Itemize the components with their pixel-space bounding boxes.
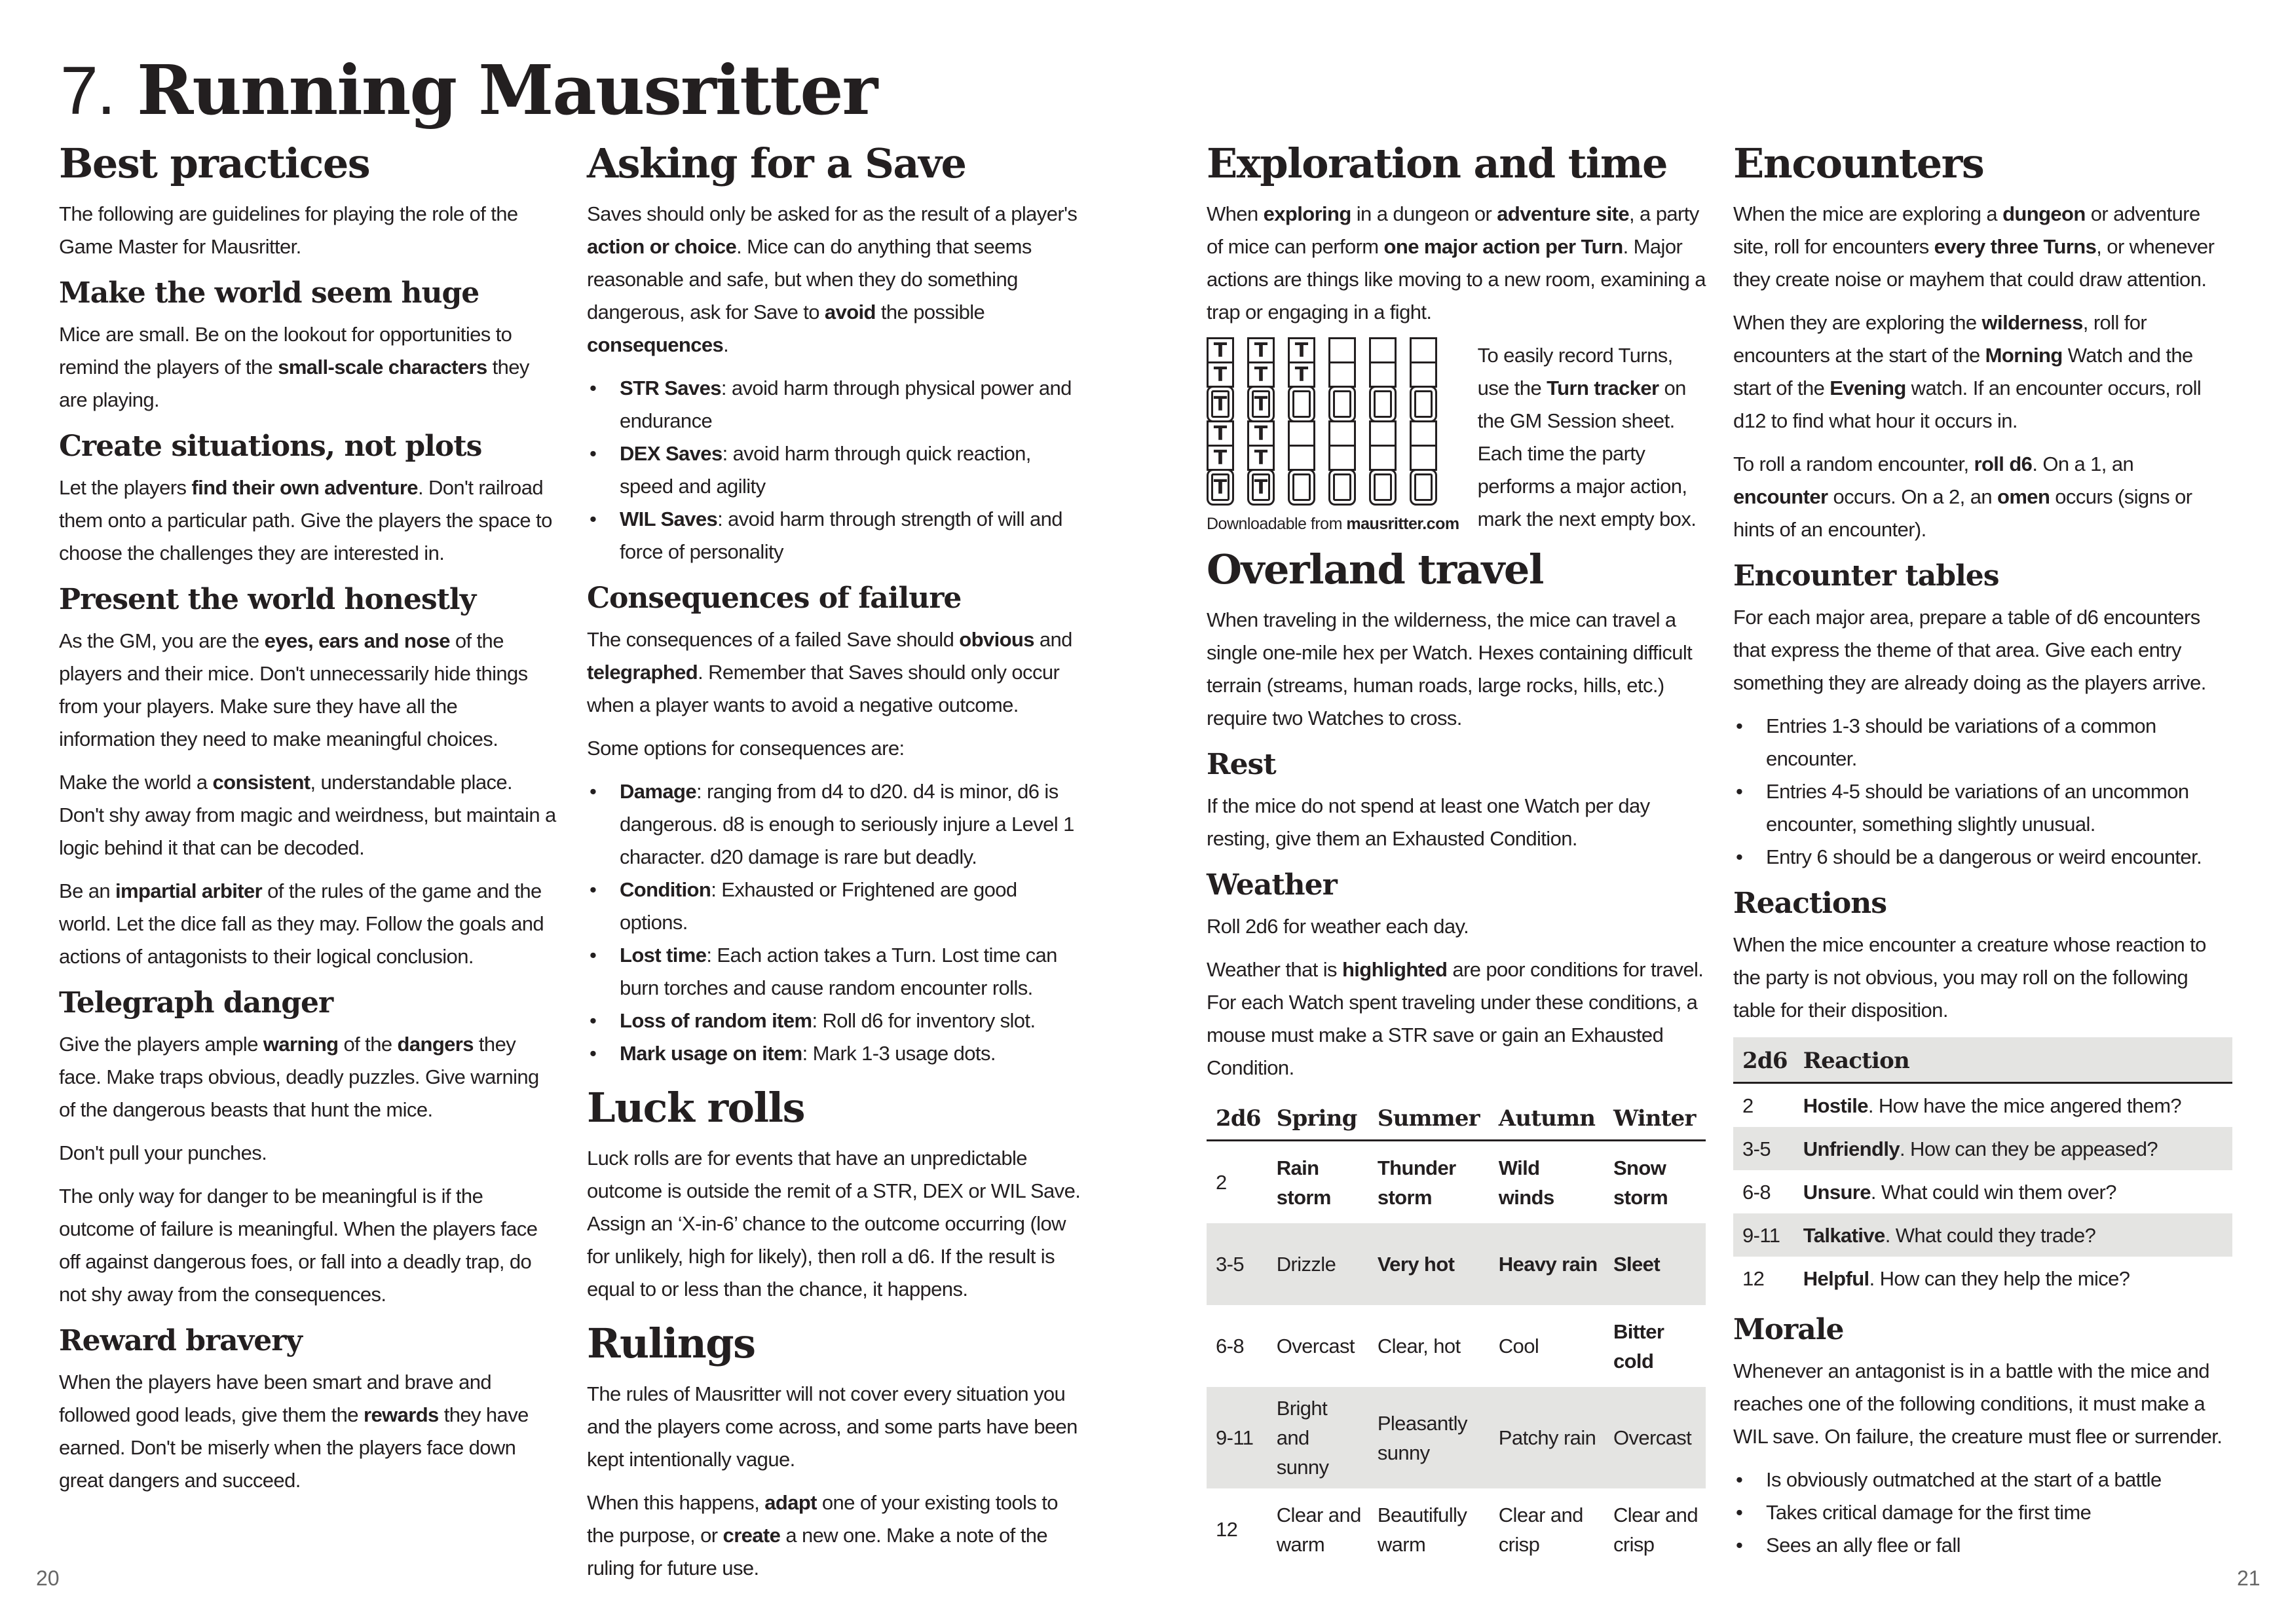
text-segment: one of your existing tools to the purpose, or xyxy=(587,1491,1058,1547)
bullet-icon: • xyxy=(1736,1501,1743,1524)
emphasis-text: wilderness xyxy=(1981,311,2083,334)
paragraph: Roll 2d6 for weather each day. xyxy=(1207,915,1469,938)
heading-asking-for-save: Asking for a Save xyxy=(587,139,966,187)
tracker-turn-box[interactable]: T xyxy=(1207,420,1234,447)
heading-exploration-and-time: Exploration and time xyxy=(1207,139,1667,187)
heading-overland-travel: Overland travel xyxy=(1207,545,1543,593)
heading-luck-rolls: Luck rolls xyxy=(587,1084,804,1132)
paragraph xyxy=(59,318,558,416)
turn-tracker-figure xyxy=(1207,339,1459,536)
weather-cell-highlighted: Snow storm xyxy=(1613,1156,1668,1209)
emphasis-text: dungeon xyxy=(2002,202,2086,225)
paragraph xyxy=(1478,339,1706,536)
reaction-term: Unfriendly xyxy=(1803,1137,1900,1160)
text-segment: of the rules of the game and the world. Let the dice fall as they may. Follow the goals and actions of antagonists to their logical conclusion. xyxy=(59,879,544,968)
paragraph: The rules of Mausritter will not cover every situation you and the players come across, and some parts have been kept intentionally vague. xyxy=(587,1382,1078,1471)
emphasis-text: telegraphed xyxy=(587,661,698,684)
heading-encounters: Encounters xyxy=(1733,139,1984,187)
column-4 xyxy=(1733,136,2232,1572)
text-segment: When they are exploring the xyxy=(1733,311,1982,334)
tracker-turn-box[interactable]: T xyxy=(1207,361,1234,388)
tracker-column xyxy=(1247,339,1275,506)
weather-cell: Cool xyxy=(1498,1335,1539,1357)
tracker-turn-box[interactable] xyxy=(1410,361,1437,388)
list-text: Takes critical damage for the first time xyxy=(1766,1501,2092,1524)
weather-cell-highlighted: Thunder storm xyxy=(1377,1156,1456,1209)
emphasis-text: Morning xyxy=(1985,344,2063,367)
heading-rulings: Rulings xyxy=(587,1320,755,1367)
roll-cell: 6-8 xyxy=(1742,1180,1771,1204)
tracker-column xyxy=(1207,339,1234,506)
emphasis-text: adventure site xyxy=(1497,202,1630,225)
bullet-icon: • xyxy=(1736,780,1743,803)
text-segment: When this happens, xyxy=(587,1491,765,1514)
paragraph xyxy=(1733,306,2232,437)
heading-morale: Morale xyxy=(1733,1313,1844,1346)
list-text: : avoid harm through physical power and endurance xyxy=(620,377,1072,432)
paragraph xyxy=(587,198,1086,361)
emphasis-text: small-scale characters xyxy=(278,356,487,378)
list-item xyxy=(1733,710,2232,775)
paragraph: Some options for consequences are: xyxy=(587,737,905,760)
bullet-icon: • xyxy=(590,507,597,530)
reaction-cell xyxy=(1794,1257,2232,1300)
bullet-icon: • xyxy=(1736,714,1743,737)
tracker-turn-box[interactable] xyxy=(1328,337,1356,363)
emphasis-text: obvious xyxy=(959,628,1034,651)
list-item xyxy=(1733,841,2232,874)
column-header: Reaction xyxy=(1794,1037,2232,1083)
tracker-turn-box[interactable] xyxy=(1410,420,1437,447)
reaction-table-header xyxy=(1733,1037,2232,1083)
weather-cell: Overcast xyxy=(1276,1335,1355,1357)
list-text: Sees an ally flee or fall xyxy=(1766,1534,1961,1557)
bullet-icon: • xyxy=(590,377,597,399)
weather-cell: Patchy rain xyxy=(1490,1387,1604,1488)
text-segment: To easily record Turns, use the xyxy=(1477,344,1673,399)
list-item xyxy=(587,437,1086,503)
roll-cell: 12 xyxy=(1742,1266,1765,1290)
encounter-table-guidelines xyxy=(1733,710,2232,874)
paragraph: Luck rolls are for events that have an unpredictable outcome is outside the remit of a STR, DEX or WIL Save. Assign an ‘X-in-6’ chance to the outcome occurring (low for unlikely, high for likely), then roll a d6. If the result is equal to or less than the chance, it happens. xyxy=(587,1147,1081,1301)
list-term: DEX Saves xyxy=(620,442,723,465)
tracker-watch-box[interactable] xyxy=(1328,386,1356,422)
table-row xyxy=(1733,1127,2232,1170)
tracker-caption xyxy=(1207,515,1459,534)
list-item xyxy=(1733,1464,2232,1496)
weather-cell: Beautifully warm xyxy=(1377,1503,1467,1556)
tracker-turn-box[interactable] xyxy=(1410,445,1437,471)
emphasis-text: exploring xyxy=(1263,202,1351,225)
emphasis-text: highlighted xyxy=(1342,958,1448,981)
emphasis-text: Evening xyxy=(1830,377,1906,399)
list-term: Loss of random item xyxy=(620,1009,812,1032)
emphasis-text: impartial arbiter xyxy=(115,879,263,902)
tracker-column xyxy=(1369,339,1397,506)
paragraph xyxy=(1733,198,2232,296)
reaction-table xyxy=(1733,1037,2232,1300)
roll-cell: 9-11 xyxy=(1733,1213,1794,1257)
paragraph: The following are guidelines for playing the role of the Game Master for Mausritter. xyxy=(59,202,518,258)
text-segment: , understandable place. Don't shy away from magic and weirdness, but maintain a logic behind it that can be decoded. xyxy=(59,771,556,859)
column-header: Spring xyxy=(1267,1095,1368,1141)
emphasis-text: eyes, ears and nose xyxy=(264,629,450,652)
text-segment: . Don't railroad them onto a particular path. Give the players the space to choose the challenges they are interested in. xyxy=(59,476,552,564)
list-item xyxy=(1733,1529,2232,1562)
reaction-term: Helpful xyxy=(1803,1266,1869,1290)
turn-tracker-block xyxy=(1207,339,1706,536)
paragraph xyxy=(59,1028,558,1126)
tracker-watch-box[interactable] xyxy=(1369,386,1397,422)
table-row xyxy=(1733,1257,2232,1300)
list-text: : Roll d6 for inventory slot. xyxy=(812,1009,1036,1032)
emphasis-text: warning xyxy=(263,1033,339,1056)
morale-conditions-list xyxy=(1733,1464,2232,1562)
text-segment: When xyxy=(1207,202,1264,225)
tracker-watch-box[interactable]: T xyxy=(1207,469,1234,506)
emphasis-text: mausritter.com xyxy=(1346,515,1459,533)
paragraph xyxy=(1733,448,2232,546)
tracker-turn-box[interactable] xyxy=(1410,337,1437,363)
list-text: Is obviously outmatched at the start of a battle xyxy=(1766,1468,2162,1491)
list-item xyxy=(1733,1496,2232,1529)
heading-reward-bravery: Reward bravery xyxy=(59,1324,302,1357)
reaction-cell xyxy=(1794,1083,2232,1128)
tracker-turn-box[interactable]: T xyxy=(1288,361,1315,388)
heading-consequences-of-failure: Consequences of failure xyxy=(587,581,962,615)
text-segment: Downloadable from xyxy=(1207,515,1347,533)
tracker-watch-box[interactable] xyxy=(1410,386,1437,422)
tracker-watch-box[interactable] xyxy=(1288,386,1315,422)
column-header: 2d6 xyxy=(1733,1037,1794,1083)
roll-cell: 3-5 xyxy=(1207,1223,1267,1305)
page-title xyxy=(60,51,876,130)
emphasis-text: omen xyxy=(1997,485,2050,508)
paragraph: For each major area, prepare a table of d6 encounters that express the theme of that area. Give each entry something they are already doing as the players arrive. xyxy=(1733,606,2206,694)
tracker-turn-box[interactable] xyxy=(1369,361,1397,388)
chapter-title: Running Mausritter xyxy=(136,50,877,130)
weather-cell-highlighted: Heavy rain xyxy=(1490,1223,1604,1305)
text-segment: The consequences of a failed Save should xyxy=(587,628,960,651)
bullet-icon: • xyxy=(590,442,597,465)
paragraph xyxy=(587,1486,1086,1585)
heading-encounter-tables: Encounter tables xyxy=(1733,559,1999,593)
bullet-icon: • xyxy=(590,1042,597,1065)
text-segment: and xyxy=(1034,628,1072,651)
column-header: 2d6 xyxy=(1207,1095,1267,1141)
text-segment: Let the players xyxy=(59,476,192,499)
list-item xyxy=(1733,775,2232,841)
text-segment: When the players have been smart and brave and followed good leads, give them the xyxy=(59,1371,491,1426)
text-segment: . Remember that Saves should only occur when a player wants to avoid a negative outcome. xyxy=(587,661,1060,716)
list-item xyxy=(587,874,1086,939)
roll-cell: 3-5 xyxy=(1733,1127,1794,1170)
text-segment: occurs. On a 2, an xyxy=(1828,485,1997,508)
roll-cell: 12 xyxy=(1216,1518,1238,1541)
list-item xyxy=(587,939,1086,1005)
list-text: : avoid harm through strength of will and force of personality xyxy=(620,507,1062,563)
paragraph: If the mice do not spend at least one Watch per day resting, give them an Exhausted Condition. xyxy=(1207,794,1650,850)
heading-make-world-huge: Make the world seem huge xyxy=(59,276,479,310)
list-item xyxy=(587,503,1086,568)
emphasis-text: encounter xyxy=(1733,485,1828,508)
paragraph xyxy=(59,1366,558,1497)
text-segment: As the GM, you are the xyxy=(59,629,265,652)
emphasis-text: action or choice xyxy=(587,235,737,258)
weather-table xyxy=(1207,1095,1706,1570)
reaction-term: Talkative xyxy=(1803,1223,1885,1247)
table-row xyxy=(1733,1213,2232,1257)
tracker-turn-box[interactable] xyxy=(1288,445,1315,471)
page-number-right: 21 xyxy=(2237,1566,2261,1590)
turn-tracker-illustration xyxy=(1207,339,1459,506)
text-segment: Watch and the start of the xyxy=(1733,344,2193,399)
text-segment: Saves should only be asked for as the result of a player's xyxy=(587,202,1078,225)
roll-cell: 9-11 xyxy=(1207,1387,1267,1488)
text-segment: of the xyxy=(338,1033,398,1056)
weather-cell-highlighted: Wild winds xyxy=(1498,1156,1554,1209)
heading-reactions: Reactions xyxy=(1733,887,1887,920)
list-text: : avoid harm through quick reaction, speed and agility xyxy=(620,442,1031,498)
text-segment: . xyxy=(723,333,729,356)
column-header: Autumn xyxy=(1490,1095,1604,1141)
table-row xyxy=(1207,1387,1706,1488)
page-number-left: 20 xyxy=(36,1566,60,1590)
weather-cell-highlighted: Bitter cold xyxy=(1613,1320,1664,1373)
table-row xyxy=(1733,1083,2232,1128)
heading-telegraph-danger: Telegraph danger xyxy=(59,986,333,1020)
text-segment: on the GM Session sheet. Each time the party performs a major action, mark the next empty box. xyxy=(1477,377,1697,530)
bullet-icon: • xyxy=(590,944,597,967)
text-segment: the possible xyxy=(875,301,985,323)
text-segment: they face. Make traps obvious, deadly puzzles. Give warning of the dangerous beasts that hunt the mice. xyxy=(59,1033,539,1121)
text-segment: . Mice can do anything that seems reasonable and safe, but when they do something dangerous, ask for Save to xyxy=(587,235,1032,323)
emphasis-text: consequences xyxy=(587,333,724,356)
tracker-turn-box[interactable]: T xyxy=(1288,337,1315,363)
bullet-icon: • xyxy=(590,780,597,803)
text-segment: . Major actions are things like moving to a new room, examining a trap or engaging in a fight. xyxy=(1207,235,1706,323)
list-text: : Each action takes a Turn. Lost time can burn torches and cause random encounter rolls. xyxy=(620,944,1057,999)
text-segment: Weather that is xyxy=(1207,958,1342,981)
emphasis-text: create xyxy=(723,1524,781,1547)
emphasis-text: find their own adventure xyxy=(191,476,418,499)
reaction-text: . How can they help the mice? xyxy=(1869,1266,2130,1290)
list-text: : ranging from d4 to d20. d4 is minor, d6 is dangerous. d8 is enough to seriously injure a Level 1 character. d20 damage is rare but deadly. xyxy=(620,780,1074,868)
text-segment: To roll a random encounter, xyxy=(1733,452,1974,475)
text-segment: are poor conditions for travel. For each Watch spent traveling under these conditions, a mouse must make a STR save or gain an Exhausted Condition. xyxy=(1207,958,1704,1079)
heading-present-world-honestly: Present the world honestly xyxy=(59,583,476,616)
tracker-turn-box[interactable] xyxy=(1328,445,1356,471)
tracker-column xyxy=(1288,339,1315,506)
paragraph: When the mice encounter a creature whose reaction to the party is not obvious, you may roll on the following table for their disposition. xyxy=(1733,933,2206,1022)
list-item xyxy=(587,1037,1086,1070)
emphasis-text: avoid xyxy=(824,301,876,323)
reaction-term: Hostile xyxy=(1803,1094,1868,1117)
tracker-turn-box[interactable]: T xyxy=(1247,337,1275,363)
tracker-watch-box[interactable]: T xyxy=(1207,386,1234,422)
list-text: : Exhausted or Frightened are good options. xyxy=(620,878,1017,934)
column-2 xyxy=(587,136,1086,1595)
list-item xyxy=(587,775,1086,874)
weather-cell-highlighted: Rain storm xyxy=(1276,1156,1331,1209)
paragraph xyxy=(1207,953,1706,1084)
tracker-turn-box[interactable]: T xyxy=(1207,337,1234,363)
reaction-cell xyxy=(1794,1127,2232,1170)
paragraph xyxy=(1207,198,1706,329)
reaction-text: . What could win them over? xyxy=(1870,1180,2116,1204)
column-header: Winter xyxy=(1604,1095,1706,1141)
paragraph xyxy=(59,766,558,864)
save-types-list xyxy=(587,372,1086,568)
text-segment: they are playing. xyxy=(59,356,529,411)
heading-weather: Weather xyxy=(1207,868,1337,902)
reaction-cell xyxy=(1794,1213,2232,1257)
text-segment: a new one. Make a note of the ruling for future use. xyxy=(587,1524,1047,1579)
reaction-text: . How can they be appeased? xyxy=(1900,1137,2158,1160)
list-item xyxy=(587,372,1086,437)
bullet-icon: • xyxy=(1736,1468,1743,1491)
tracker-turn-box[interactable]: T xyxy=(1247,361,1275,388)
list-text: : Mark 1-3 usage dots. xyxy=(802,1042,996,1065)
emphasis-text: roll d6 xyxy=(1974,452,2033,475)
tracker-turn-box[interactable] xyxy=(1369,337,1397,363)
tracker-turn-box[interactable]: T xyxy=(1207,445,1234,471)
text-segment: Mice are small. Be on the lookout for opportunities to remind the players of the xyxy=(59,323,512,378)
reaction-cell xyxy=(1794,1170,2232,1213)
weather-cell: Clear and warm xyxy=(1276,1503,1361,1556)
text-segment: in a dungeon or xyxy=(1351,202,1497,225)
list-term: Condition xyxy=(620,878,711,901)
text-segment: they have earned. Don't be miserly when the players face down great dangers and succeed. xyxy=(59,1403,529,1492)
bullet-icon: • xyxy=(1736,845,1743,868)
reaction-text: . What could they trade? xyxy=(1885,1223,2096,1247)
list-term: Damage xyxy=(620,780,697,803)
emphasis-text: one major action per Turn xyxy=(1383,235,1623,258)
emphasis-text: consistent xyxy=(212,771,310,794)
text-segment: , or whenever they create noise or mayhem that could draw attention. xyxy=(1733,235,2215,291)
tracker-watch-box[interactable] xyxy=(1288,469,1315,506)
text-segment: Make the world a xyxy=(59,771,213,794)
bullet-icon: • xyxy=(1736,1534,1743,1557)
emphasis-text: adapt xyxy=(764,1491,817,1514)
bullet-icon: • xyxy=(590,878,597,901)
tracker-column xyxy=(1410,339,1437,506)
tracker-turn-box[interactable] xyxy=(1369,420,1397,447)
tracker-watch-box[interactable]: T xyxy=(1247,386,1275,422)
roll-cell: 2 xyxy=(1216,1171,1227,1194)
tracker-turn-box[interactable] xyxy=(1288,420,1315,447)
text-segment: , a party of mice can perform xyxy=(1207,202,1699,258)
paragraph xyxy=(59,875,558,973)
text-segment: of the players and their mice. Don't unnecessarily hide things from your players. Make sure they have all the information they need to make meaningful choices. xyxy=(59,629,528,750)
paragraph: When traveling in the wilderness, the mice can travel a single one-mile hex per Watch. Hexes containing difficult terrain (streams, human roads, large rocks, hills, etc.) require two Watches to cross. xyxy=(1207,608,1693,729)
heading-rest: Rest xyxy=(1207,748,1276,781)
weather-cell: Clear and crisp xyxy=(1613,1503,1698,1556)
weather-cell: Clear, hot xyxy=(1377,1335,1461,1357)
weather-cell: Pleasantly sunny xyxy=(1368,1387,1490,1488)
table-row xyxy=(1733,1170,2232,1213)
text-segment: Give the players ample xyxy=(59,1033,263,1056)
paragraph xyxy=(59,625,558,756)
list-text: Entry 6 should be a dangerous or weird encounter. xyxy=(1766,845,2202,868)
paragraph xyxy=(59,471,558,570)
emphasis-text: dangers xyxy=(397,1033,474,1056)
bullet-icon: • xyxy=(590,1009,597,1032)
weather-cell: Drizzle xyxy=(1267,1223,1368,1305)
text-segment: or adventure site, roll for encounters xyxy=(1733,202,2200,258)
list-term: Lost time xyxy=(620,944,707,967)
paragraph: Whenever an antagonist is in a battle with the mice and reaches one of the following conditions, it must make a WIL save. On failure, the creature must flee or surrender. xyxy=(1733,1359,2223,1448)
table-row xyxy=(1207,1223,1706,1305)
list-term: Mark usage on item xyxy=(620,1042,802,1065)
consequences-list xyxy=(587,775,1086,1070)
roll-cell: 2 xyxy=(1742,1094,1754,1117)
tracker-watch-box[interactable] xyxy=(1410,469,1437,506)
paragraph xyxy=(587,623,1086,722)
roll-cell: 6-8 xyxy=(1216,1335,1245,1357)
list-term: WIL Saves xyxy=(620,507,718,530)
table-row xyxy=(1207,1141,1706,1224)
emphasis-text: rewards xyxy=(363,1403,439,1426)
tracker-turn-box[interactable] xyxy=(1328,420,1356,447)
table-row xyxy=(1207,1305,1706,1387)
heading-best-practices: Best practices xyxy=(59,139,370,187)
text-segment: . On a 1, an xyxy=(2032,452,2134,475)
list-text: Entries 4-5 should be variations of an uncommon encounter, something slightly unusual. xyxy=(1766,780,2189,836)
tracker-turn-box[interactable]: T xyxy=(1247,420,1275,447)
tracker-watch-box[interactable] xyxy=(1328,469,1356,506)
weather-cell: Overcast xyxy=(1604,1387,1706,1488)
tracker-column xyxy=(1328,339,1356,506)
reaction-text: . How have the mice angered them? xyxy=(1868,1094,2182,1117)
tracker-watch-box[interactable] xyxy=(1369,469,1397,506)
reaction-term: Unsure xyxy=(1803,1180,1871,1204)
chapter-number: 7. xyxy=(60,53,115,129)
text-segment: Be an xyxy=(59,879,116,902)
text-segment: watch. If an encounter occurs, roll d12 to find what hour it occurs in. xyxy=(1733,377,2202,432)
tracker-watch-box[interactable]: T xyxy=(1247,469,1275,506)
list-text: Entries 1-3 should be variations of a common encounter. xyxy=(1766,714,2156,770)
text-segment: , roll for encounters at the start of the xyxy=(1733,311,2147,367)
paragraph: Don't pull your punches. xyxy=(59,1141,267,1164)
column-1 xyxy=(59,136,558,1507)
column-header: Summer xyxy=(1368,1095,1490,1141)
text-segment: occurs (signs or hints of an encounter). xyxy=(1733,485,2192,541)
weather-cell-highlighted: Very hot xyxy=(1368,1223,1490,1305)
weather-cell: Clear and crisp xyxy=(1498,1503,1583,1556)
emphasis-text: every three Turns xyxy=(1934,235,2097,258)
tracker-turn-box[interactable]: T xyxy=(1247,445,1275,471)
tracker-turn-box[interactable] xyxy=(1369,445,1397,471)
weather-table-header xyxy=(1207,1095,1706,1141)
weather-cell-highlighted: Sleet xyxy=(1604,1223,1706,1305)
text-segment: When the mice are exploring a xyxy=(1733,202,2003,225)
table-row xyxy=(1207,1488,1706,1570)
paragraph: The only way for danger to be meaningful is if the outcome of failure is meaningful. When the players face off against dangerous foes, or fall into a deadly trap, do not shy away from the consequences. xyxy=(59,1185,538,1306)
heading-create-situations: Create situations, not plots xyxy=(59,430,482,463)
column-3 xyxy=(1207,136,1706,1581)
tracker-text xyxy=(1478,339,1706,536)
tracker-turn-box[interactable] xyxy=(1328,361,1356,388)
weather-cell: Bright and sunny xyxy=(1267,1387,1368,1488)
list-term: STR Saves xyxy=(620,377,721,399)
list-item xyxy=(587,1005,1086,1037)
emphasis-text: Turn tracker xyxy=(1547,377,1659,399)
